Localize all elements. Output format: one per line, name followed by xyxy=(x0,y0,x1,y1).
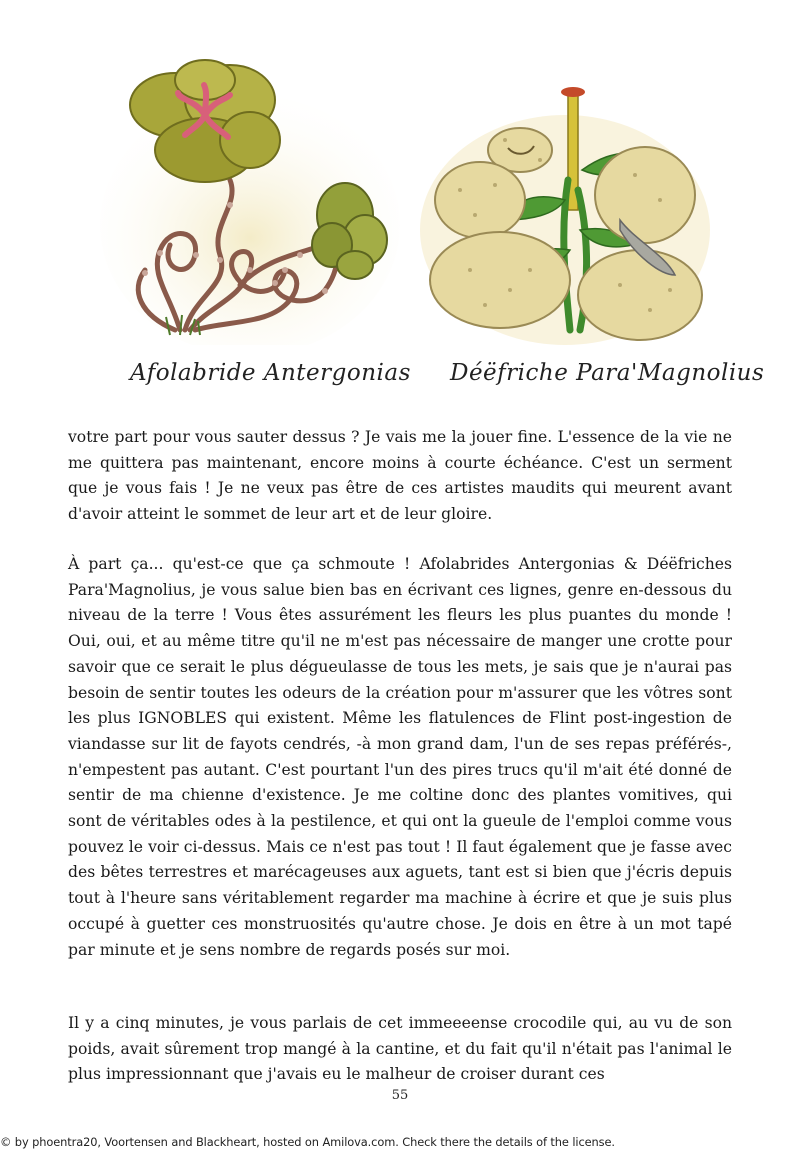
deefriche-illustration xyxy=(420,80,710,345)
right-plant-caption: Déëfriche Para'Magnolius xyxy=(450,360,765,386)
paragraph-3: Il y a cinq minutes, je vous parlais de cet immeeeense crocodile qui, au vu de son poids, avait sûrement trop mangé à la cantine, et du fait qu'il n'était pas l'animal le plus impressionnant que j'avais eu le malheur de croiser durant ces xyxy=(68,1014,732,1084)
afolabride-illustration xyxy=(100,55,400,345)
left-plant-caption: Afolabride Antergonias xyxy=(130,360,411,386)
paragraph-1: votre part pour vous sauter dessus ? Je vais me la jouer fine. L'essence de la vie ne me quittera pas maintenant, encore moins à courte échéance. C'est un serment que je vous fais ! Je ne veux pas être de ces artistes maudits qui meurent avant d'avoir atteint le sommet de leur art et de leur gloire. xyxy=(68,428,732,524)
paragraph-2: À part ça... qu'est-ce que ça schmoute ! Afolabrides Antergonias & Déëfriches Para'Magnolius, je vous salue bien bas en écrivant ces lignes, genre en-dessous du niveau de la terre ! Vous êtes assurément les fleurs les plus puantes du monde ! Oui, oui, et au même titre qu'il ne m'est pas nécessaire de manger une crotte pour savoir que ce serait le plus dégueulasse de tous les mets, je sais que je n'aurai pas besoin de sentir toutes les odeurs de la création pour m'assurer que les vôtres sont les plus IGNOBLES qui existent. Même les flatulences de Flint post-ingestion de viandasse sur lit de fayots cendrés, -à mon grand dam, l'un de ses repas préférés-, n'empestent pas autant. C'est pourtant l'un des pires trucs qu'il m'ait été donné de sentir de ma chienne d'existence. Je me coltine donc des plantes vomitives, qui sont de véritables odes à la pestilence, et qui ont la gueule de l'emploi comme vous pouvez le voir ci-dessus. Mais ce n'est pas tout ! Il faut également que je fasse avec des bêtes terrestres et marécageuses aux aguets, tant est si bien que j'écris depuis tout à l'heure sans véritablement regarder ma machine à écrire et que je suis plus occupé à guetter ces monstruosités qu'autre chose. Je dois en être à un mot tapé par minute et je sens nombre de regards posés sur moi. xyxy=(68,555,732,959)
illustration-panel xyxy=(0,0,800,410)
page-number: 55 xyxy=(391,1088,409,1103)
license-footer: © by phoentra20, Voortensen and Blackheart, hosted on Amilova.com. Check there the details of the license. xyxy=(0,1135,615,1149)
